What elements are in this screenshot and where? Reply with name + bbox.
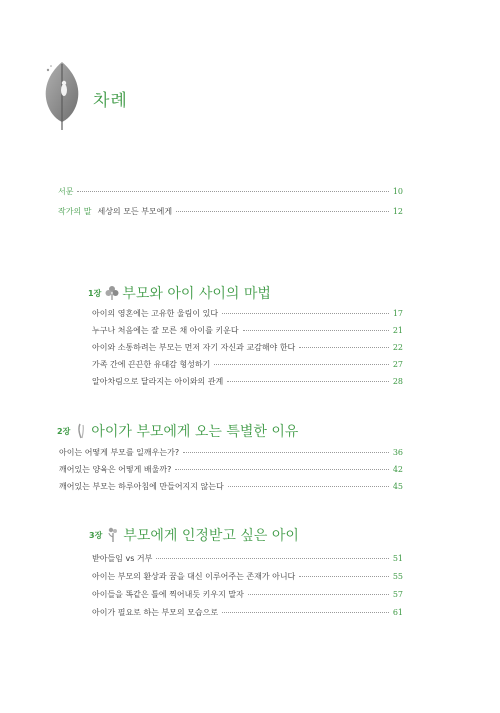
toc-row[interactable] <box>59 481 403 492</box>
dot-leader <box>176 211 389 212</box>
toc-row-label: 깨어있는 부모는 하루아침에 만들어지지 않는다 <box>59 482 224 491</box>
toc-row-label: 아이의 영혼에는 고유한 울림이 있다 <box>92 309 219 318</box>
toc-row[interactable] <box>92 325 403 336</box>
toc-row-label: 받아들임 vs 거부 <box>92 554 153 563</box>
dot-leader <box>299 347 389 348</box>
toc-row-label: 아이와 소통하려는 부모는 먼저 자기 자신과 교감해야 한다 <box>92 343 296 352</box>
dot-leader <box>214 364 388 365</box>
chapter-number: 1장 <box>88 288 102 298</box>
toc-row-page: 27 <box>392 360 403 369</box>
dot-leader <box>77 191 388 192</box>
dot-leader <box>228 486 389 487</box>
toc-row[interactable] <box>92 308 403 319</box>
dot-leader <box>299 576 389 577</box>
toc-row-page: 10 <box>392 187 403 196</box>
toc-row[interactable] <box>92 589 403 600</box>
toc-row-page: 36 <box>392 448 403 457</box>
dot-leader <box>222 313 389 314</box>
chapter-number: 2장 <box>57 426 71 436</box>
toc-row[interactable] <box>59 464 403 475</box>
toc-row-preface[interactable] <box>58 186 403 197</box>
toc-row-page: 45 <box>392 482 403 491</box>
toc-row-author-note[interactable] <box>58 206 403 217</box>
toc-row-label: 서문 <box>58 187 74 196</box>
toc-row[interactable] <box>92 376 403 387</box>
toc-row-label: 누구나 처음에는 잘 모른 채 아이를 키운다 <box>92 326 239 335</box>
dot-leader <box>183 452 389 453</box>
toc-row-page: 21 <box>392 326 403 335</box>
leaf-illustration-icon <box>40 60 84 132</box>
dot-leader <box>227 381 389 382</box>
toc-row[interactable] <box>92 342 403 353</box>
dot-leader <box>243 330 389 331</box>
toc-row[interactable] <box>92 571 403 582</box>
toc-row-label: 작가의 말 <box>58 207 92 216</box>
toc-row-label: 아이는 어떻게 부모를 일깨우는가? <box>59 448 180 457</box>
flower-ornament-icon <box>106 527 120 543</box>
toc-row-subtitle: 세상의 모든 부모에게 <box>97 207 173 216</box>
toc-row-label: 아이들을 똑같은 틀에 찍어내듯 키우지 말자 <box>92 590 244 599</box>
toc-row-page: 22 <box>392 343 403 352</box>
toc-row-page: 55 <box>392 572 403 581</box>
sprout-ornament-icon <box>74 423 88 439</box>
dot-leader <box>156 558 388 559</box>
toc-row-page: 57 <box>392 590 403 599</box>
toc-row-page: 61 <box>392 608 403 617</box>
toc-row-page: 51 <box>392 554 403 563</box>
toc-row-label: 아이가 필요로 하는 부모의 모습으로 <box>92 608 219 617</box>
chapter-2-heading[interactable] <box>57 421 298 441</box>
toc-row[interactable] <box>59 447 403 458</box>
chapter-1-heading[interactable] <box>88 283 271 303</box>
toc-row[interactable] <box>92 359 403 370</box>
chapter-title: 부모에게 인정받고 싶은 아이 <box>123 528 299 544</box>
toc-row-page: 28 <box>392 377 403 386</box>
toc-row-label: 가족 간에 끈끈한 유대감 형성하기 <box>92 360 211 369</box>
dot-leader <box>248 594 389 595</box>
toc-row-page: 17 <box>392 309 403 318</box>
dot-leader <box>222 612 389 613</box>
toc-row-page: 42 <box>392 465 403 474</box>
toc-row[interactable] <box>92 607 403 618</box>
toc-row-label: 알아차림으로 달라지는 아이와의 관계 <box>92 377 224 386</box>
toc-row-page: 12 <box>392 207 403 216</box>
toc-row-label: 아이는 부모의 환상과 꿈을 대신 이루어주는 존재가 아니다 <box>92 572 296 581</box>
toc-title: 차례 <box>93 91 128 111</box>
chapter-3-heading[interactable] <box>89 525 299 545</box>
toc-row[interactable] <box>92 553 403 564</box>
toc-row-label: 깨어있는 양육은 어떻게 배울까? <box>59 465 172 474</box>
chapter-title: 아이가 부모에게 오는 특별한 이유 <box>91 424 299 440</box>
chapter-title: 부모와 아이 사이의 마법 <box>122 286 271 302</box>
clover-ornament-icon <box>105 285 119 301</box>
dot-leader <box>175 469 388 470</box>
chapter-number: 3장 <box>89 530 103 540</box>
